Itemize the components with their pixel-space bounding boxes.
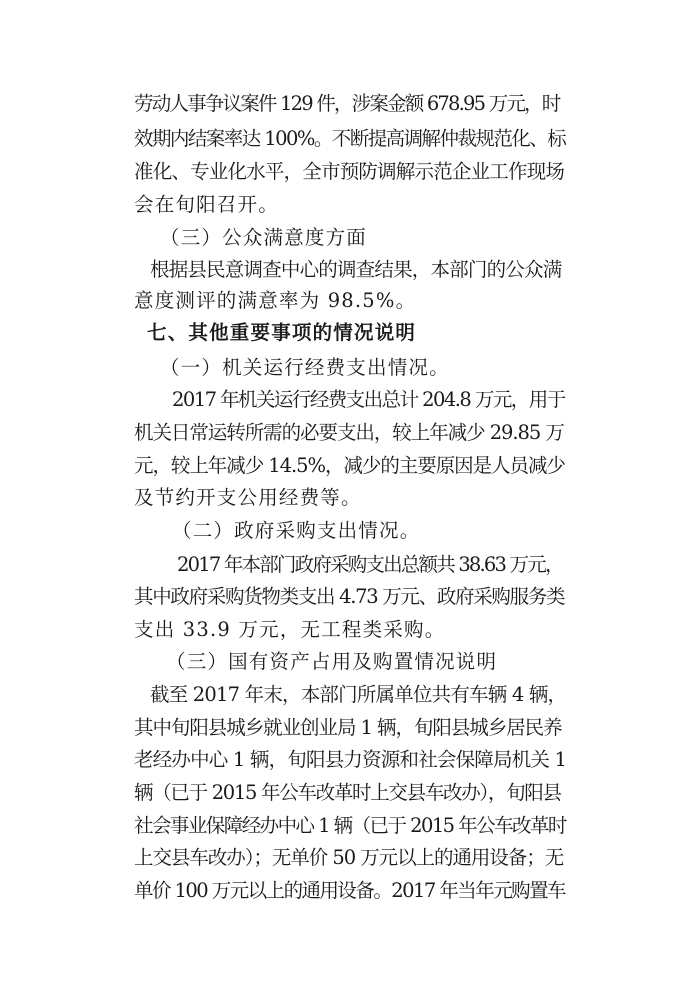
paragraph-line: 社会事业保障经办中心 1 辆（已于 2015 年公车改革时 — [134, 814, 566, 837]
section-heading: （二）政府采购支出情况。 — [172, 519, 421, 542]
paragraph-line: 辆（已于 2015 年公车改革时上交县车改办），旬阳县 — [134, 781, 561, 804]
paragraph-line: 支出 33.9 万元，无工程类采购。 — [134, 618, 446, 641]
paragraph-line: 劳动人事争议案件 129 件，涉案金额 678.95 万元，时 — [134, 92, 560, 115]
paragraph-line: 单价 100 万元以上的通用设备。2017 年当年元购置车 — [134, 879, 565, 902]
paragraph-line: 元，较上年减少 14.5%，减少的主要原因是人员减少 — [134, 454, 565, 477]
paragraph-line: 效期内结案率达 100%。不断提高调解仲裁规范化、标 — [134, 127, 566, 150]
section-heading: （一）机关运行经费支出情况。 — [160, 356, 450, 379]
paragraph-line: 机关日常运转所需的必要支出，较上年减少 29.85 万 — [134, 421, 564, 444]
section-heading: （三）公众满意度方面 — [160, 226, 368, 249]
paragraph-line: 2017 年本部门政府采购支出总额共 38.63 万元， — [177, 553, 563, 576]
chapter-heading: 七、其他重要事项的情况说明 — [147, 321, 417, 344]
paragraph-line: 根据县民意调查中心的调查结果，本部门的公众满 — [150, 258, 562, 281]
paragraph-line: 其中旬阳县城乡就业创业局 1 辆，旬阳县城乡居民养 — [134, 716, 562, 739]
paragraph-line: 上交县车改办）；无单价 50 万元以上的通用设备；无 — [134, 846, 564, 869]
paragraph-line: 及节约开支公用经费等。 — [134, 486, 362, 509]
paragraph-line: 2017 年机关运行经费支出总计 204.8 万元，用于 — [172, 388, 565, 411]
paragraph-line: 其中政府采购货物类支出 4.73 万元、政府采购服务类 — [134, 585, 565, 608]
section-heading: （三）国有资产占用及购置情况说明 — [166, 650, 498, 673]
paragraph-line: 截至 2017 年末，本部门所属单位共有车辆 4 辆， — [150, 683, 567, 706]
paragraph-line: 准化、专业化水平，全市预防调解示范企业工作现场 — [134, 160, 565, 183]
paragraph-line: 意度测评的满意率为 98.5%。 — [134, 289, 417, 312]
paragraph-line: 会在旬阳召开。 — [134, 193, 279, 216]
paragraph-line: 老经办中心 1 辆，旬阳县力资源和社会保障局机关 1 — [134, 748, 567, 771]
